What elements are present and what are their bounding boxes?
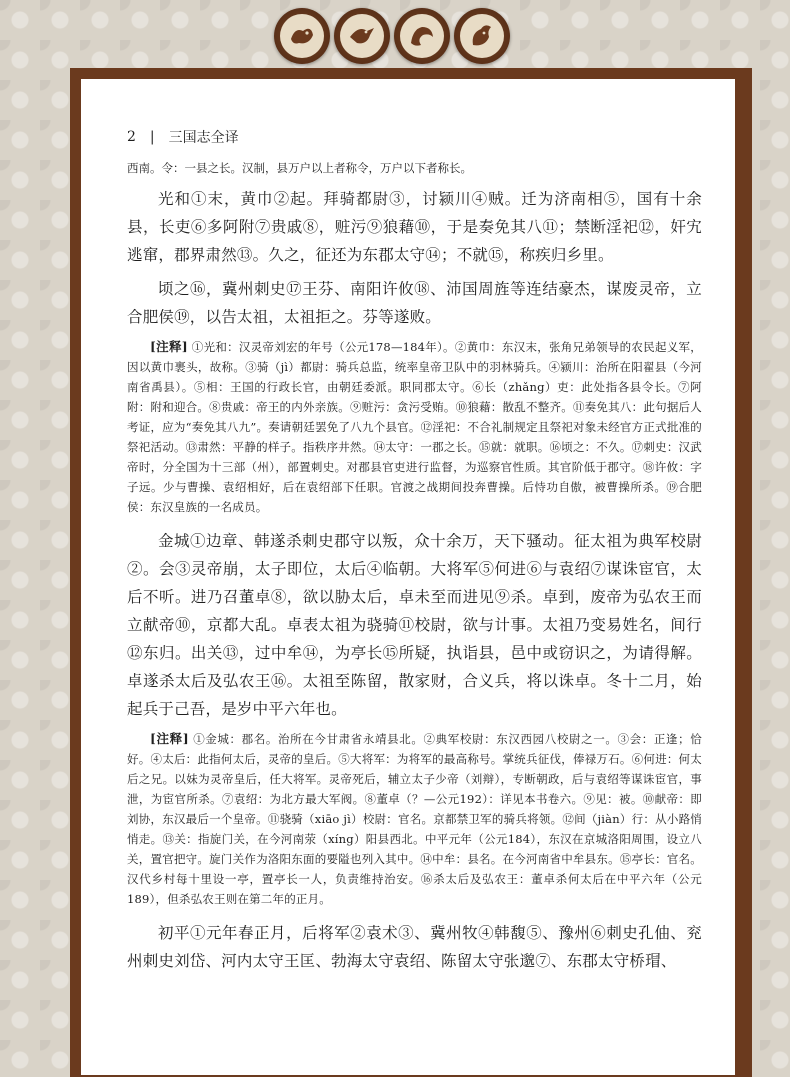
page-number: 2 (127, 129, 136, 145)
main-paragraph-3: 金城①边章、韩遂杀刺史郡守以叛，众十余万，天下骚动。征太祖为典军校尉②。会③灵帝崩，太子即位，太后④临朝。大将军⑤何进⑥与袁绍⑦谋诛宦官，太后不听。进乃召董卓⑧，欲以胁太后，卓未至而进见⑨杀。卓到，废帝为弘农王而立献帝⑩，京都大乱。卓表太祖为骁骑⑪校尉，欲与计事。太祖乃变易姓名，间行⑫东归。出关⑬，过中牟⑭，为亭长⑮所疑，执诣县，邑中或窃识之，为请得解。卓遂杀太后及弘农王⑯。太祖至陈留，散家财，合义兵，将以诛卓。冬十二月，始起兵于己吾，是岁中平六年也。 (127, 532, 702, 718)
annotation-tag: [注释] (150, 339, 188, 354)
continued-note: 西南。令：一县之长。汉制，县万户以上者称令，万户以下者称长。 (127, 161, 472, 175)
annotation-tag: [注释] (150, 731, 189, 746)
running-header (127, 127, 702, 147)
main-paragraph-2: 顷之⑯，冀州刺史⑰王芬、南阳许攸⑱、沛国周旌等连结豪杰，谋废灵帝，立合肥侯⑲，以告太祖，太祖拒之。芬等遂败。 (127, 280, 702, 326)
tiger-motif-icon (285, 19, 319, 53)
medallion-3 (394, 8, 450, 64)
main-paragraph-1: 光和①末，黄巾②起。拜骑都尉③，讨颍川④贼。迁为济南相⑤，国有十余县，长吏⑥多阿附⑦贵戚⑧，赃污⑨狼藉⑩，于是奏免其八⑪；禁断淫祀⑫，奸宄逃窜，郡界肃然⑬。久之，征还为东郡太守⑭；不就⑮，称疾归乡里。 (127, 190, 702, 264)
bird-motif-icon (345, 19, 379, 53)
medallion-4 (454, 8, 510, 64)
annotation-text: ①光和：汉灵帝刘宏的年号（公元178—184年）。②黄巾：东汉末，张角兄弟领导的农民起义军，因以黄巾裹头，故称。③骑（jì）都尉：骑兵总监，统率皇帝卫队中的羽林骑兵。④颍川：治所在阳翟县（今河南省禹县）。⑤相：王国的行政长官，由朝廷委派。职同郡太守。⑥长（zhǎng）吏：此处指各县令长。⑦阿附：附和迎合。⑧贵戚：帝王的内外亲族。⑨赃污：贪污受贿。⑩狼藉：散乱不整齐。⑪奏免其八：此句据后人考证，应为“奏免其八九”。奏请朝廷罢免了八九个县官。⑫淫祀：不合礼制规定且祭祀对象未经官方正式批准的祭祀活动。⑬肃然：平静的样子。指秩序井然。⑭太守：一郡之长。⑮就：就职。⑯顷之：不久。⑰刺史：汉武帝时，分全国为十三部（州），部置刺史。对郡县官吏进行监督，为巡察官性质。其官阶低于郡守。⑱许攸：字子远。少与曹操、袁绍相好，后在袁绍部下任职。官渡之战期间投奔曹操。后恃功自傲，被曹操所杀。⑲合肥侯：东汉皇族的一名成员。 (127, 340, 702, 514)
annotation-block-1 (127, 337, 702, 517)
page-content (127, 127, 702, 981)
annotation-block-2 (127, 729, 702, 909)
book-title: 三国志全译 (168, 130, 239, 146)
main-paragraph-4: 初平①元年春正月，后将军②袁术③、冀州牧④韩馥⑤、豫州⑥刺史孔伷、兖州刺史刘岱、河内太守王匡、勃海太守袁绍、陈留太守张邈⑦、东郡太守桥瑁、 (127, 924, 702, 970)
book-page (80, 78, 736, 1075)
medallion-2 (334, 8, 390, 64)
dragon-motif-icon (405, 19, 439, 53)
annotation-text: ①金城：郡名。治所在今甘肃省永靖县北。②典军校尉：东汉西园八校尉之一。③会：正逢；恰好。④太后：此指何太后，灵帝的皇后。⑤大将军：为将军的最高称号。掌统兵征伐，俸禄万石。⑥何进：何太后之兄。以妹为灵帝皇后，任大将军。灵帝死后，辅立太子少帝（刘辩），专断朝政，后与袁绍等谋诛宦官，事泄，为宦官所杀。⑦袁绍：为北方最大军阀。⑧董卓（？—公元192）：详见本书卷六。⑨见：被。⑩献帝：即刘协，东汉最后一个皇帝。⑪骁骑（xiāo jì）校尉：官名。京都禁卫军的骑兵将领。⑫间（jiàn）行：从小路悄悄走。⑬关：指旋门关，在今河南荥（xíng）阳县西北。中平元年（公元184），东汉在京城洛阳周围，设立八关，置官把守。旋门关作为洛阳东面的要隘也列入其中。⑭中牟：县名。在今河南省中牟县东。⑮亭长：官名。汉代乡村每十里设一亭，置亭长一人，负责维持治安。⑯杀太后及弘农王：董卓杀何太后在中平六年（公元189），但杀弘农王则在第二年的正月。 (127, 732, 702, 906)
medallion-1 (274, 8, 330, 64)
phoenix-motif-icon (465, 19, 499, 53)
header-separator: | (149, 129, 155, 145)
